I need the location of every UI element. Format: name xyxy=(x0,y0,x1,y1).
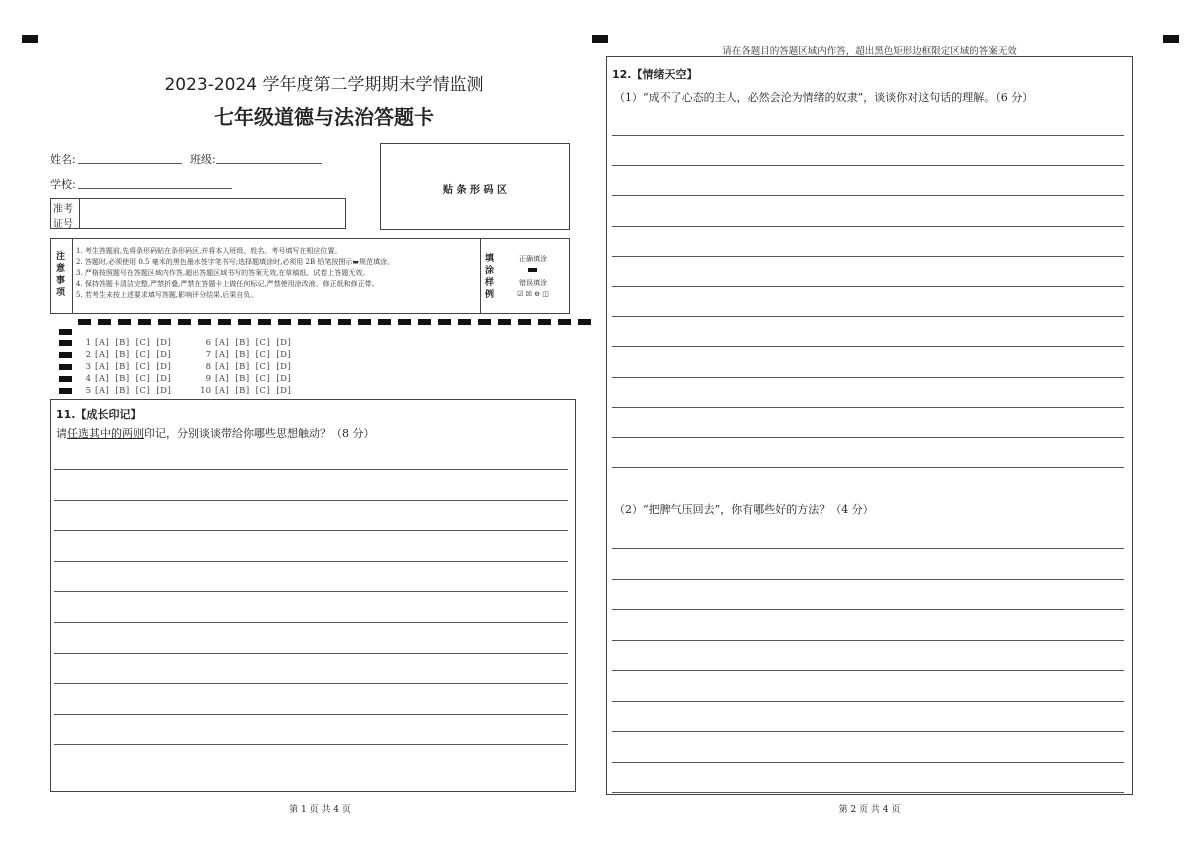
choice-bubble[interactable]: [A] xyxy=(95,386,110,396)
exam-number-label-2: 证号 xyxy=(53,219,73,230)
answer-line[interactable] xyxy=(612,731,1124,732)
choice-question xyxy=(197,386,297,396)
question-number: 8 xyxy=(205,362,211,372)
note-item: 3. 严格按照题号在答题区域内作答,超出答题区域书写的答案无效,在草稿纸、试卷上答题无效。 xyxy=(76,269,370,277)
exam-title: 2023-2024 学年度第二学期期末学情监测 xyxy=(164,75,484,95)
question-number: 2 xyxy=(85,350,91,360)
school-label: 学校: xyxy=(50,178,76,191)
choice-question xyxy=(77,350,177,360)
fill-heading-char: 填 xyxy=(485,254,495,264)
choice-question xyxy=(197,338,297,348)
answer-line[interactable] xyxy=(54,622,568,623)
choice-bubble[interactable]: [D] xyxy=(276,350,292,360)
class-label: 班级: xyxy=(190,153,216,166)
question-number: 10 xyxy=(200,386,211,396)
timing-mark xyxy=(538,319,551,325)
choice-bubble[interactable]: [A] xyxy=(215,374,230,384)
choice-bubble[interactable]: [C] xyxy=(255,386,271,396)
row-timing-mark xyxy=(59,340,72,346)
timing-mark xyxy=(138,319,151,325)
choice-bubble[interactable]: [A] xyxy=(95,338,110,348)
wrong-fill-label: 错误填涂 xyxy=(519,279,547,287)
choice-bubble[interactable]: [C] xyxy=(135,350,151,360)
timing-mark xyxy=(558,319,571,325)
choice-bubble[interactable]: [D] xyxy=(156,374,172,384)
timing-mark xyxy=(158,319,171,325)
question-number: 6 xyxy=(205,338,211,348)
choice-bubble[interactable]: [B] xyxy=(235,386,250,396)
question-number: 5 xyxy=(85,386,91,396)
answer-line[interactable] xyxy=(54,714,568,715)
timing-mark xyxy=(258,319,271,325)
question-12-box[interactable] xyxy=(606,56,1133,795)
choice-bubble[interactable]: [B] xyxy=(235,362,250,372)
choice-bubble[interactable]: [A] xyxy=(95,350,110,360)
choice-bubble[interactable]: [D] xyxy=(156,386,172,396)
choice-question xyxy=(197,374,297,384)
answer-line[interactable] xyxy=(612,548,1124,549)
choice-bubble[interactable]: [C] xyxy=(255,374,271,384)
class-field[interactable] xyxy=(216,163,322,164)
choice-bubble[interactable]: [D] xyxy=(276,362,292,372)
question-number: 4 xyxy=(85,374,91,384)
timing-mark xyxy=(218,319,231,325)
answer-line[interactable] xyxy=(612,226,1124,227)
choice-bubble[interactable]: [A] xyxy=(215,362,230,372)
prompt-underlined-text: 任选其中的两则 xyxy=(67,427,144,440)
fill-heading-char: 样 xyxy=(485,278,495,288)
name-field[interactable] xyxy=(78,163,182,164)
question-11-title: 11.【成长印记】 xyxy=(56,408,142,421)
answer-line[interactable] xyxy=(54,530,568,531)
notes-heading-char: 项 xyxy=(56,288,66,298)
choice-bubble[interactable]: [C] xyxy=(135,386,151,396)
school-field[interactable] xyxy=(78,188,232,189)
fill-example-heading xyxy=(485,253,497,301)
choice-bubble[interactable]: [A] xyxy=(215,350,230,360)
choice-bubble[interactable]: [D] xyxy=(156,338,172,348)
row-timing-mark xyxy=(59,352,72,358)
notes-list xyxy=(76,246,478,301)
answer-line[interactable] xyxy=(54,500,568,501)
answer-line[interactable] xyxy=(612,437,1124,438)
fill-heading-char: 例 xyxy=(485,290,495,300)
corner-mark-top-right xyxy=(1163,35,1179,43)
choice-bubble[interactable]: [C] xyxy=(255,362,271,372)
row-timing-mark xyxy=(59,364,72,370)
timing-mark xyxy=(478,319,491,325)
choice-bubble[interactable]: [A] xyxy=(215,386,230,396)
choice-bubble[interactable]: [C] xyxy=(135,362,151,372)
answer-line[interactable] xyxy=(612,286,1124,287)
choice-bubble[interactable]: [B] xyxy=(115,386,130,396)
question-number: 3 xyxy=(85,362,91,372)
choice-bubble[interactable]: [B] xyxy=(235,350,250,360)
choice-question xyxy=(77,362,177,372)
prompt-text: 印记，分别谈谈带给你哪些思想触动？（8 分） xyxy=(144,427,375,440)
timing-mark xyxy=(578,319,591,325)
timing-mark xyxy=(198,319,211,325)
timing-mark xyxy=(338,319,351,325)
answer-line[interactable] xyxy=(54,591,568,592)
answer-line[interactable] xyxy=(54,744,568,745)
timing-mark xyxy=(358,319,371,325)
timing-mark-start xyxy=(59,329,72,335)
notes-heading-char: 注 xyxy=(56,252,66,262)
answer-line[interactable] xyxy=(54,683,568,684)
choice-bubble[interactable]: [A] xyxy=(215,338,230,348)
correct-fill-label: 正确填涂 xyxy=(519,255,547,263)
timing-mark xyxy=(78,319,91,325)
answer-line[interactable] xyxy=(612,407,1124,408)
choice-bubble[interactable]: [D] xyxy=(276,338,292,348)
question-11-box[interactable] xyxy=(50,399,576,792)
timing-mark xyxy=(318,319,331,325)
timing-mark xyxy=(238,319,251,325)
choice-bubble[interactable]: [C] xyxy=(135,374,151,384)
timing-mark xyxy=(498,319,511,325)
timing-mark xyxy=(418,319,431,325)
multiple-choice-area xyxy=(59,338,359,398)
answer-line[interactable] xyxy=(612,165,1124,166)
row-timing-mark xyxy=(59,376,72,382)
answer-line[interactable] xyxy=(612,195,1124,196)
notes-heading-char: 意 xyxy=(56,264,66,274)
notes-divider-2 xyxy=(480,238,481,314)
choice-question xyxy=(77,338,177,348)
timing-mark xyxy=(398,319,411,325)
note-item: 2. 答题时,必须使用 0.5 毫米的黑色墨水签字笔书写;选择题填涂时,必须用 2B 铅笔按图示▬规范填涂。 xyxy=(76,258,394,266)
question-11-prompt xyxy=(56,425,375,441)
choice-bubble[interactable]: [C] xyxy=(135,338,151,348)
answer-line[interactable] xyxy=(612,762,1124,763)
answer-line[interactable] xyxy=(54,561,568,562)
timing-mark xyxy=(278,319,291,325)
answer-line[interactable] xyxy=(612,377,1124,378)
question-number: 1 xyxy=(85,338,91,348)
notes-heading-char: 事 xyxy=(56,276,66,286)
prompt-text: 请 xyxy=(56,427,67,440)
answer-line[interactable] xyxy=(612,792,1124,793)
exam-number-divider xyxy=(79,198,80,229)
name-label: 姓名: xyxy=(50,153,76,166)
timing-mark xyxy=(378,319,391,325)
choice-question xyxy=(77,386,177,396)
note-item: 1. 考生答题前,先将条形码贴在条形码区,并将本人班级、姓名、考号填写在相应位置。 xyxy=(76,247,342,255)
choice-bubble[interactable]: [D] xyxy=(156,362,172,372)
answer-line[interactable] xyxy=(612,256,1124,257)
choice-bubble[interactable]: [A] xyxy=(95,362,110,372)
note-item: 5. 若考生未按上述要求填写答题,影响评分结果,后果自负。 xyxy=(76,291,258,299)
choice-bubble[interactable]: [D] xyxy=(276,386,292,396)
timing-mark xyxy=(98,319,111,325)
question-number: 9 xyxy=(205,374,211,384)
answer-line[interactable] xyxy=(612,640,1124,641)
choice-bubble[interactable]: [B] xyxy=(115,350,130,360)
choice-bubble[interactable]: [B] xyxy=(115,362,130,372)
question-12-part-1: （1）“成不了心态的主人，必然会沦为情绪的奴隶”，谈谈你对这句话的理解。（6 分） xyxy=(614,91,1034,104)
answer-line[interactable] xyxy=(612,609,1124,610)
choice-bubble[interactable]: [D] xyxy=(276,374,292,384)
choice-question xyxy=(197,350,297,360)
answer-line[interactable] xyxy=(612,670,1124,671)
question-12-part-2: （2）“把脾气压回去”，你有哪些好的方法？（4 分） xyxy=(614,503,874,516)
timing-mark xyxy=(178,319,191,325)
question-number: 7 xyxy=(205,350,211,360)
answer-area-note: 请在各题目的答题区域内作答，超出黑色矩形边框限定区域的答案无效 xyxy=(722,46,1017,57)
answer-line[interactable] xyxy=(612,316,1124,317)
choice-bubble[interactable]: [B] xyxy=(235,338,250,348)
correct-fill-sample xyxy=(528,268,537,272)
choice-question xyxy=(77,374,177,384)
fill-heading-char: 涂 xyxy=(485,266,495,276)
answer-line[interactable] xyxy=(54,469,568,470)
answer-line[interactable] xyxy=(612,346,1124,347)
choice-bubble[interactable]: [B] xyxy=(115,338,130,348)
notes-divider-1 xyxy=(72,238,73,314)
corner-mark-top-middle xyxy=(592,35,608,43)
choice-bubble[interactable]: [C] xyxy=(255,350,271,360)
answer-line[interactable] xyxy=(612,701,1124,702)
choice-bubble[interactable]: [B] xyxy=(115,374,130,384)
answer-line[interactable] xyxy=(612,135,1124,136)
timing-mark xyxy=(458,319,471,325)
row-timing-mark xyxy=(59,388,72,394)
answer-line[interactable] xyxy=(612,467,1124,468)
barcode-label: 贴 条 形 码 区 xyxy=(443,185,507,196)
exam-number-box[interactable] xyxy=(50,198,346,229)
choice-bubble[interactable]: [B] xyxy=(235,374,250,384)
choice-question xyxy=(197,362,297,372)
timing-mark xyxy=(438,319,451,325)
wrong-fill-samples: ☑ ☒ ⊖ ◫ xyxy=(517,290,549,298)
page-2-footer: 第 2 页 共 4 页 xyxy=(838,805,901,815)
timing-mark xyxy=(518,319,531,325)
answer-sheet-title: 七年级道德与法治答题卡 xyxy=(214,105,434,129)
answer-line[interactable] xyxy=(54,653,568,654)
timing-mark xyxy=(298,319,311,325)
choice-bubble[interactable]: [A] xyxy=(95,374,110,384)
timing-mark xyxy=(118,319,131,325)
answer-line[interactable] xyxy=(612,579,1124,580)
question-12-title: 12.【情绪天空】 xyxy=(612,68,698,81)
corner-mark-top-left xyxy=(22,35,38,43)
exam-number-label-1: 准考 xyxy=(53,204,73,215)
choice-bubble[interactable]: [D] xyxy=(156,350,172,360)
note-item: 4. 保持答题卡清洁完整,严禁折叠,严禁在答题卡上做任何标记,严禁使用涂改液、修正纸和修正带。 xyxy=(76,280,379,288)
page-1-footer: 第 1 页 共 4 页 xyxy=(289,805,351,815)
notes-heading xyxy=(56,251,68,299)
choice-bubble[interactable]: [C] xyxy=(255,338,271,348)
